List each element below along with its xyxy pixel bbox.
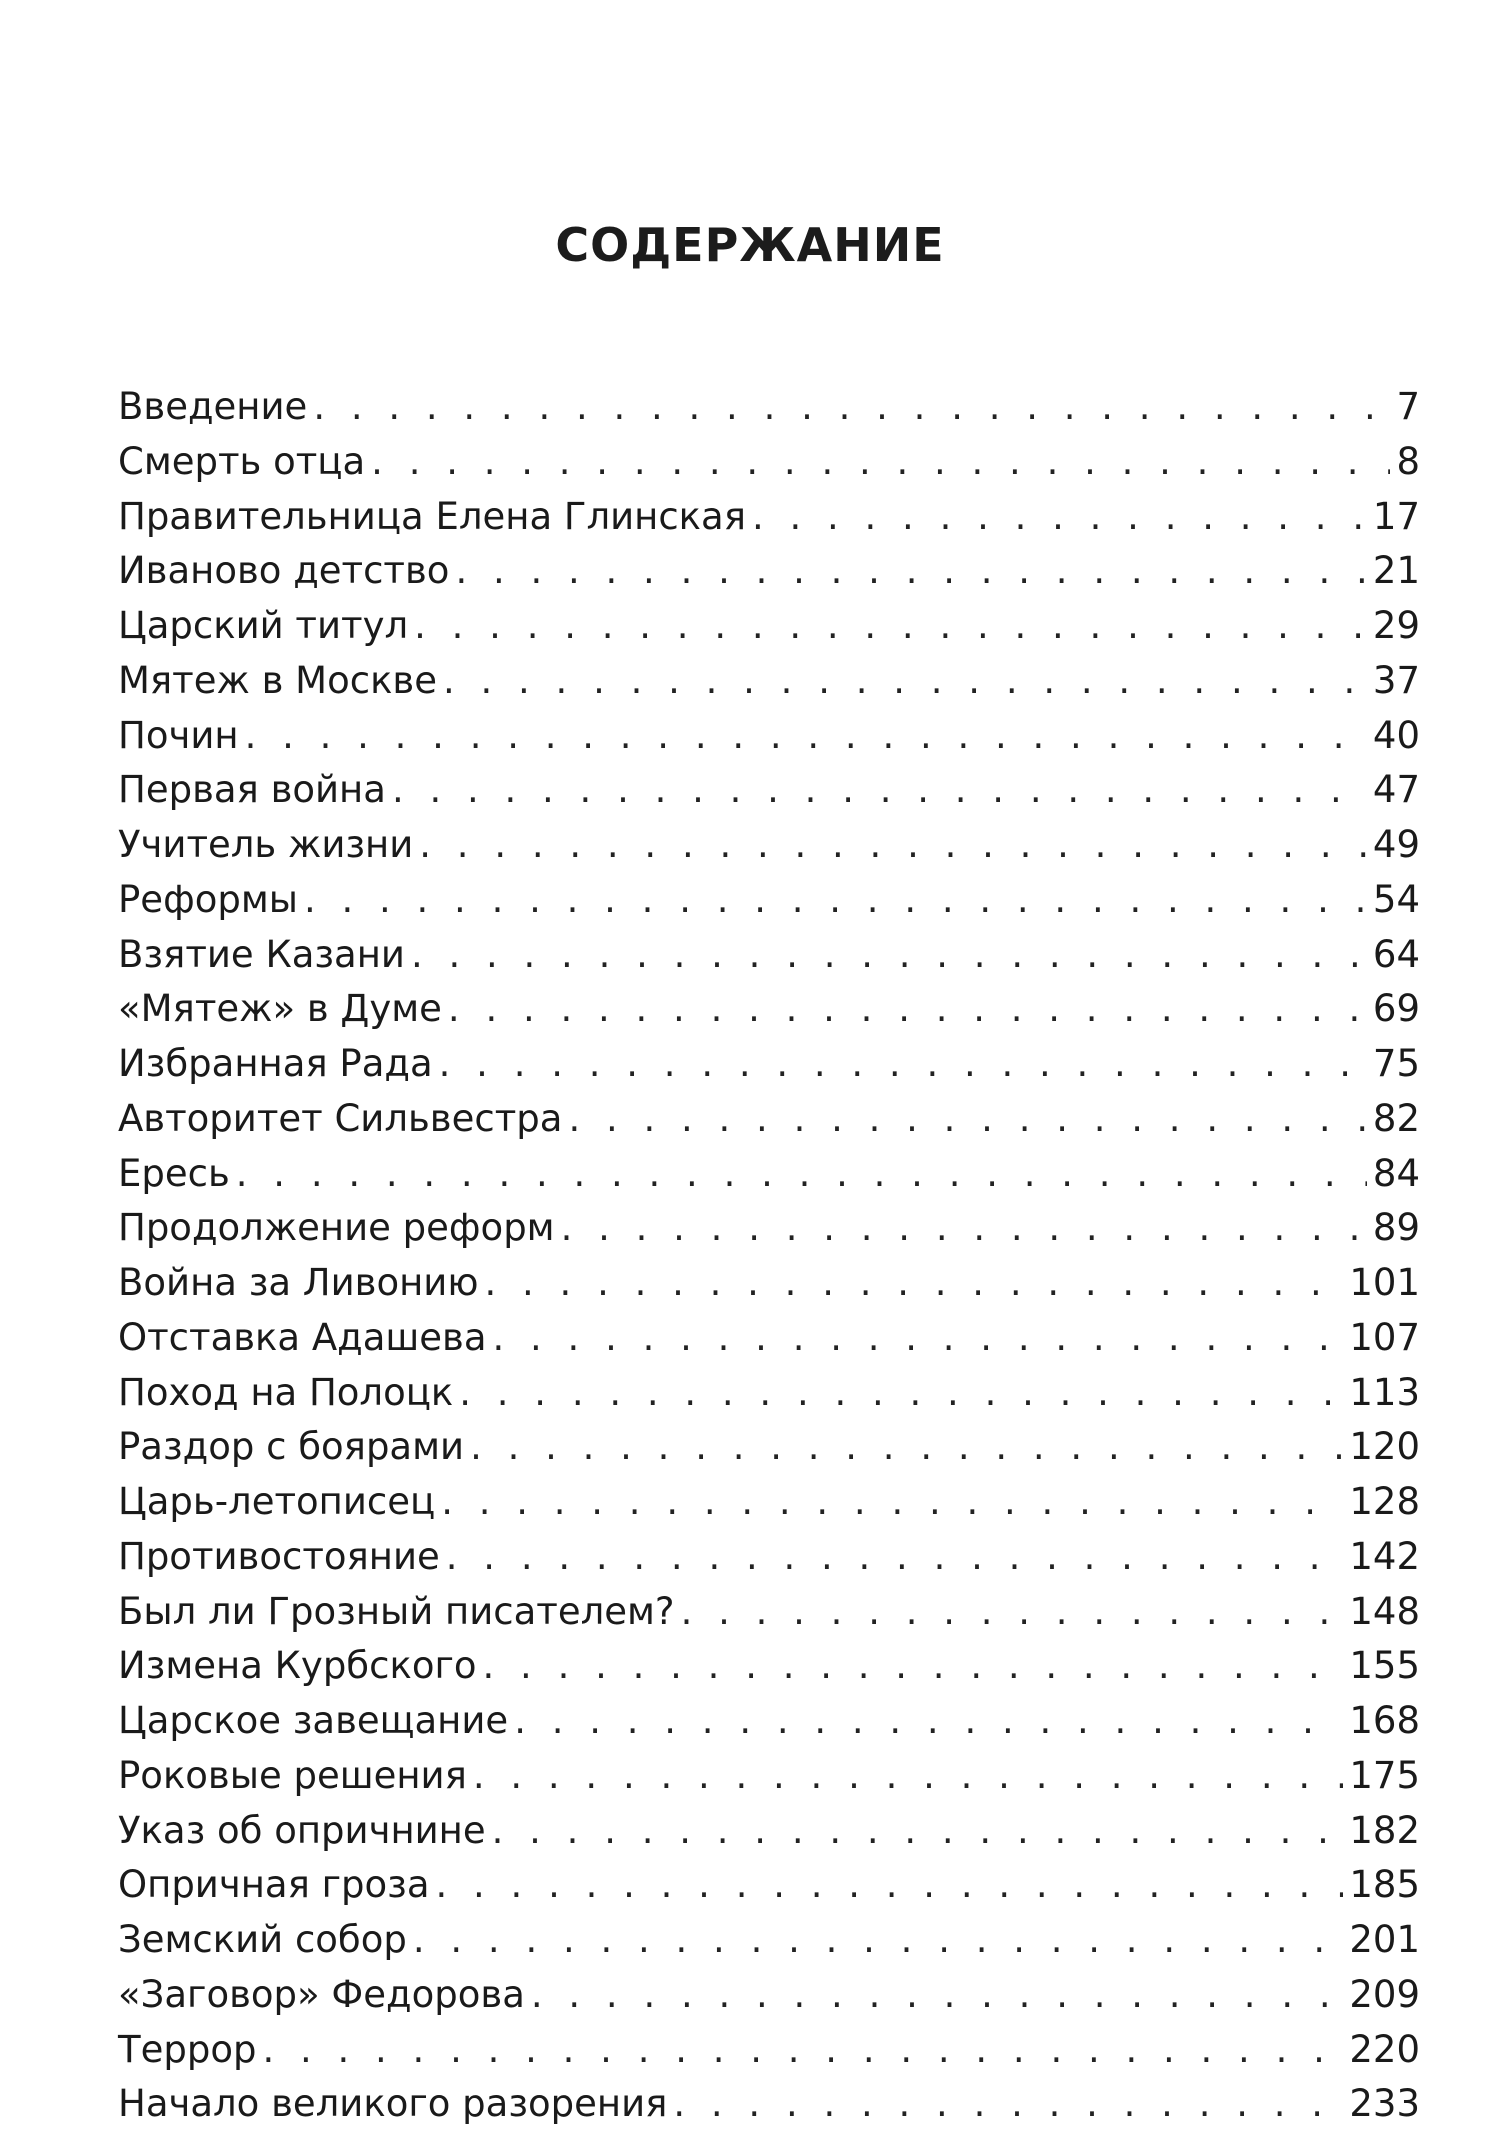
toc-entry-title: Ересь bbox=[118, 1151, 230, 1195]
toc-entry-page-number: 128 bbox=[1349, 1480, 1420, 1523]
toc-entry-title: Правительница Елена Глинская bbox=[118, 494, 746, 538]
toc-entry-title: Измена Курбского bbox=[118, 1644, 477, 1688]
toc-entry bbox=[118, 1092, 1420, 1147]
dot-leader bbox=[492, 1804, 1344, 1858]
toc-entry-title: Начало великого разорения bbox=[118, 2082, 668, 2126]
toc-entry-page-number: 47 bbox=[1372, 768, 1420, 812]
dot-leader bbox=[514, 1694, 1343, 1748]
toc-entry bbox=[118, 982, 1420, 1037]
toc-entry-title: Война за Ливонию bbox=[118, 1261, 479, 1304]
toc-entry-title: Земский собор bbox=[118, 1918, 407, 1961]
toc-entry-page-number: 185 bbox=[1349, 1863, 1420, 1907]
toc-entry bbox=[118, 818, 1420, 873]
toc-entry-title: Первая война bbox=[118, 768, 386, 812]
toc-entry bbox=[118, 1256, 1420, 1311]
dot-leader bbox=[455, 544, 1366, 598]
toc-entry-title: Раздор с боярами bbox=[118, 1425, 465, 1469]
toc-entry-page-number: 209 bbox=[1349, 1972, 1420, 2016]
toc-entry-title: Роковые решения bbox=[118, 1753, 467, 1797]
dot-leader bbox=[236, 1147, 1367, 1201]
toc-entry-page-number: 84 bbox=[1372, 1151, 1420, 1195]
dot-leader bbox=[561, 1201, 1367, 1255]
dot-leader bbox=[752, 490, 1367, 544]
dot-leader bbox=[414, 599, 1367, 653]
toc-entry bbox=[118, 1858, 1420, 1913]
toc-entry bbox=[118, 654, 1420, 709]
toc-entry bbox=[118, 1968, 1420, 2023]
dot-leader bbox=[448, 982, 1367, 1036]
toc-entry bbox=[118, 1749, 1420, 1804]
dot-leader bbox=[493, 1311, 1344, 1365]
toc-entry-title: Противостояние bbox=[118, 1534, 440, 1578]
toc-entry-title: Смерть отца bbox=[118, 439, 366, 483]
dot-leader bbox=[483, 1639, 1344, 1693]
dot-leader bbox=[304, 873, 1367, 927]
toc-entry bbox=[118, 1366, 1420, 1421]
toc-entry-title: Опричная гроза bbox=[118, 1863, 430, 1907]
dot-leader bbox=[436, 1858, 1344, 1912]
toc-entry bbox=[118, 928, 1420, 983]
toc-entry bbox=[118, 763, 1420, 818]
toc-entry-page-number: 120 bbox=[1349, 1425, 1420, 1469]
toc-entry-page-number: 107 bbox=[1349, 1315, 1420, 1359]
toc-entry-title: Поход на Полоцк bbox=[118, 1370, 454, 1414]
toc-entry-page-number: 54 bbox=[1372, 877, 1420, 921]
toc-entry bbox=[118, 1311, 1420, 1366]
toc-entry bbox=[118, 1694, 1420, 1749]
toc-entry-title: «Мятеж» в Думе bbox=[118, 987, 442, 1031]
toc-entry-page-number: 89 bbox=[1372, 1206, 1420, 1250]
toc-entry-page-number: 201 bbox=[1349, 1918, 1420, 1961]
toc-entry-page-number: 49 bbox=[1372, 823, 1420, 866]
toc-entry bbox=[118, 1639, 1420, 1694]
toc-entry-page-number: 37 bbox=[1372, 658, 1420, 702]
toc-entry bbox=[118, 1037, 1420, 1092]
toc-entry bbox=[118, 1201, 1420, 1256]
toc-entry-title: Указ об опричнине bbox=[118, 1808, 486, 1852]
dot-leader bbox=[371, 435, 1390, 489]
toc-entry bbox=[118, 1585, 1420, 1640]
dot-leader bbox=[245, 709, 1367, 763]
toc-entry bbox=[118, 873, 1420, 928]
toc-entry-page-number: 233 bbox=[1349, 2082, 1420, 2126]
dot-leader bbox=[262, 2023, 1343, 2077]
toc-entry bbox=[118, 2023, 1420, 2078]
toc-entry bbox=[118, 380, 1420, 435]
toc-entry-page-number: 175 bbox=[1349, 1753, 1420, 1797]
toc-entry-page-number: 168 bbox=[1349, 1699, 1420, 1742]
toc-entry-title: Террор bbox=[118, 2027, 257, 2071]
toc-entry bbox=[118, 435, 1420, 490]
toc-entry-title: Царский титул bbox=[118, 604, 409, 647]
toc-entry-title: Избранная Рада bbox=[118, 1042, 433, 1085]
toc-entry bbox=[118, 1804, 1420, 1859]
toc-entry-title: Взятие Казани bbox=[118, 932, 405, 976]
dot-leader bbox=[313, 380, 1390, 434]
dot-leader bbox=[411, 928, 1367, 982]
dot-leader bbox=[446, 1530, 1344, 1584]
toc-entry-title: Учитель жизни bbox=[118, 823, 414, 866]
toc-entry-page-number: 17 bbox=[1372, 494, 1420, 538]
toc-entry-page-number: 148 bbox=[1349, 1589, 1420, 1633]
toc-entry-page-number: 21 bbox=[1372, 549, 1420, 593]
toc-entry-title: Царское завещание bbox=[118, 1699, 509, 1742]
dot-leader bbox=[568, 1092, 1366, 1146]
toc-entry-title: Авторитет Сильвестра bbox=[118, 1096, 563, 1140]
dot-leader bbox=[439, 1037, 1367, 1091]
toc-entry-title: «Заговор» Федорова bbox=[118, 1972, 525, 2016]
dot-leader bbox=[392, 763, 1367, 817]
toc-entry-title: Иваново детство bbox=[118, 549, 450, 593]
toc-entry bbox=[118, 544, 1420, 599]
dot-leader bbox=[419, 818, 1367, 872]
toc-entry-title: Мятеж в Москве bbox=[118, 658, 437, 702]
toc-entry-page-number: 40 bbox=[1372, 713, 1420, 757]
toc-entry-page-number: 113 bbox=[1349, 1370, 1420, 1414]
toc-entry bbox=[118, 2077, 1420, 2132]
toc-entry bbox=[118, 1530, 1420, 1585]
dot-leader bbox=[473, 1749, 1344, 1803]
toc-entry bbox=[118, 709, 1420, 764]
toc-entry-page-number: 142 bbox=[1349, 1534, 1420, 1578]
table-of-contents bbox=[118, 380, 1420, 2132]
toc-entry-title: Реформы bbox=[118, 877, 298, 921]
toc-entry-page-number: 29 bbox=[1372, 604, 1420, 647]
toc-entry bbox=[118, 1420, 1420, 1475]
toc-entry-page-number: 155 bbox=[1349, 1644, 1420, 1688]
toc-entry-page-number: 64 bbox=[1372, 932, 1420, 976]
toc-entry-title: Продолжение реформ bbox=[118, 1206, 555, 1250]
toc-entry bbox=[118, 599, 1420, 654]
dot-leader bbox=[413, 1913, 1344, 1967]
page-title: СОДЕРЖАНИЕ bbox=[555, 218, 945, 272]
toc-entry-title: Отставка Адашева bbox=[118, 1315, 487, 1359]
toc-entry-title: Введение bbox=[118, 385, 308, 428]
toc-entry-title: Почин bbox=[118, 713, 239, 757]
toc-entry-page-number: 8 bbox=[1396, 439, 1420, 483]
toc-entry-title: Был ли Грозный писателем? bbox=[118, 1589, 675, 1633]
dot-leader bbox=[443, 654, 1367, 708]
toc-entry-page-number: 69 bbox=[1372, 987, 1420, 1031]
toc-entry-page-number: 82 bbox=[1372, 1096, 1420, 1140]
toc-entry bbox=[118, 1913, 1420, 1968]
dot-leader bbox=[470, 1420, 1343, 1474]
toc-entry bbox=[118, 490, 1420, 545]
toc-entry-page-number: 7 bbox=[1396, 385, 1420, 428]
dot-leader bbox=[531, 1968, 1344, 2022]
toc-entry-page-number: 75 bbox=[1372, 1042, 1420, 1085]
dot-leader bbox=[681, 1585, 1344, 1639]
toc-entry bbox=[118, 1475, 1420, 1530]
dot-leader bbox=[459, 1366, 1343, 1420]
dot-leader bbox=[441, 1475, 1343, 1529]
toc-entry-title: Царь-летописец bbox=[118, 1480, 436, 1523]
dot-leader bbox=[673, 2077, 1343, 2131]
toc-entry-page-number: 220 bbox=[1349, 2027, 1420, 2071]
toc-entry-page-number: 101 bbox=[1349, 1261, 1420, 1304]
dot-leader bbox=[485, 1256, 1344, 1310]
toc-entry bbox=[118, 1147, 1420, 1202]
toc-entry-page-number: 182 bbox=[1349, 1808, 1420, 1852]
